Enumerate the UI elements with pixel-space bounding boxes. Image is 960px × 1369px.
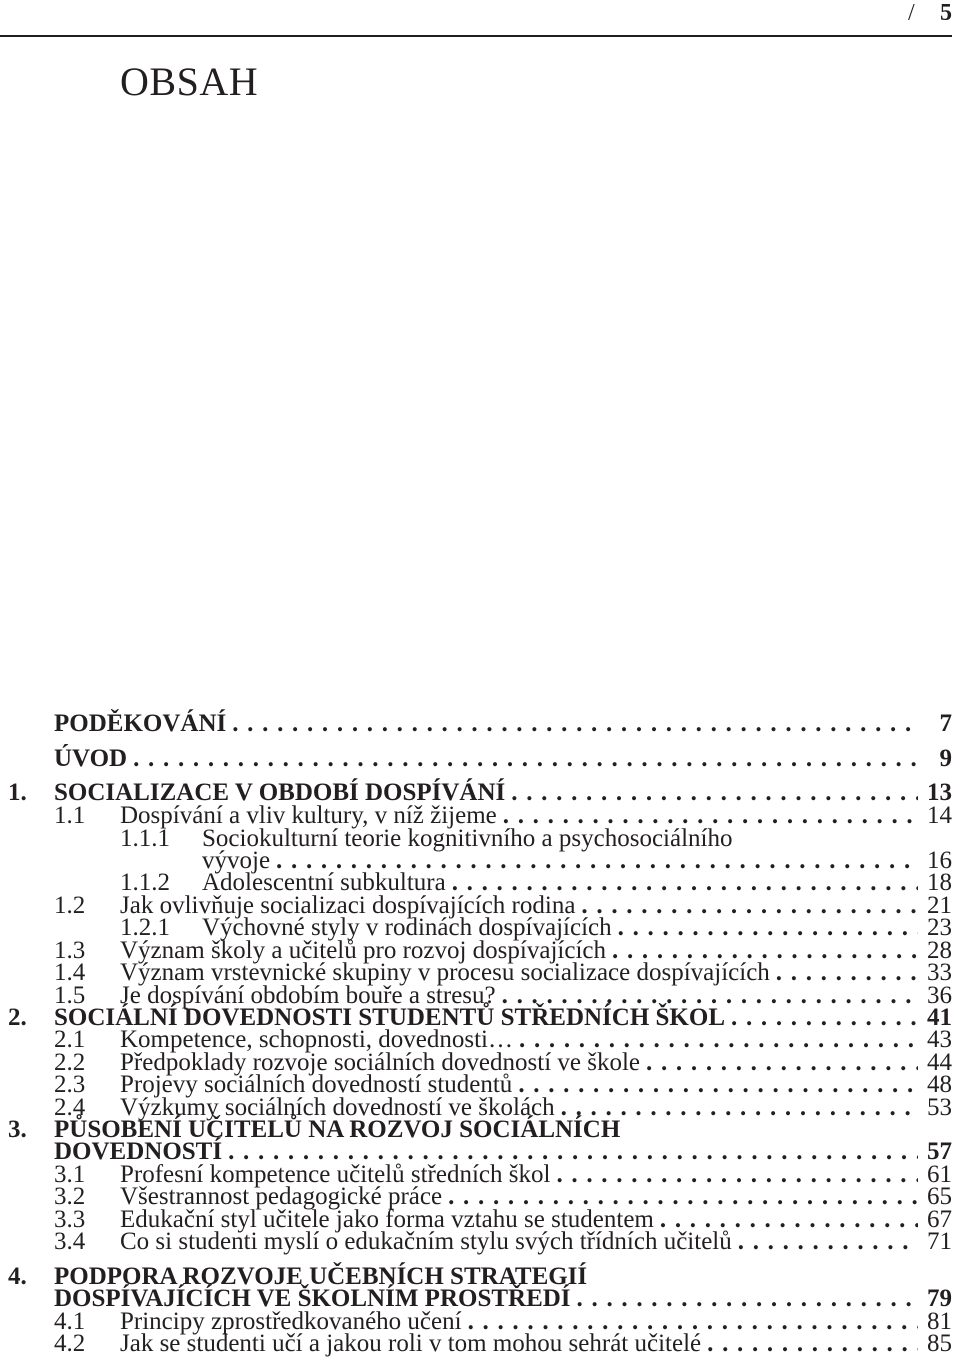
toc-number: 3.1	[54, 1160, 86, 1188]
toc-number: 2.1	[54, 1026, 86, 1054]
toc-label: SOCIÁLNÍ DOVEDNOSTI STUDENTŮ STŘEDNÍCH ŠKOL	[54, 1003, 725, 1031]
toc-page: 18	[927, 869, 952, 897]
page-title: OBSAH	[120, 59, 259, 104]
toc-label: Výchovné styly v rodinách dospívajících	[202, 914, 612, 942]
toc-page: 13	[927, 779, 952, 807]
toc-page: 79	[927, 1285, 952, 1313]
toc-page: 14	[927, 802, 952, 830]
toc-number: 1.4	[54, 959, 86, 987]
toc-page: 36	[927, 981, 952, 1009]
toc-row-podekovani[interactable]	[0, 706, 960, 742]
toc-number: 1.1.2	[120, 869, 170, 897]
toc-number: 2.2	[54, 1048, 86, 1076]
toc-label: DOSPÍVAJÍCÍCH VE ŠKOLNÍM PROSTŘEDÍ	[54, 1285, 571, 1313]
toc-number: 2.4	[54, 1093, 86, 1121]
toc-label: vývoje	[202, 847, 271, 875]
toc-number: 1.3	[54, 936, 86, 964]
toc-number: 4.	[8, 1262, 27, 1290]
toc-label: Dospívání a vliv kultury, v níž žijeme	[120, 802, 497, 830]
toc-leader-dots	[738, 1224, 918, 1260]
toc-label: Význam vrstevnické skupiny v procesu socializace dospívajících	[120, 959, 770, 987]
toc-row-uvod[interactable]	[0, 741, 960, 777]
toc-page: 33	[927, 959, 952, 987]
toc-page: 57	[927, 1138, 952, 1166]
toc-number: 1.2.1	[120, 914, 170, 942]
toc-label: PODPORA ROZVOJE UČEBNÍCH STRATEGIÍ	[54, 1262, 588, 1290]
toc-label: Je dospívání obdobím bouře a stresu?	[120, 981, 496, 1009]
toc-leader-dots	[707, 1326, 918, 1362]
toc-number: 2.3	[54, 1071, 86, 1099]
toc-label: SOCIALIZACE V OBDOBÍ DOSPÍVÁNÍ	[54, 779, 506, 807]
toc-number: 1.1.1	[120, 824, 170, 852]
toc-label: Všestrannost pedagogické práce	[120, 1183, 443, 1211]
toc-number: 1.5	[54, 981, 86, 1009]
toc-page: 21	[927, 891, 952, 919]
toc-page: 9	[939, 744, 952, 772]
toc-page: 85	[927, 1330, 952, 1357]
toc-page: 41	[927, 1003, 952, 1031]
toc-page: 48	[927, 1071, 952, 1099]
toc-row-s3_4[interactable]	[0, 1224, 960, 1260]
toc-label: Profesní kompetence učitelů středních škol	[120, 1160, 551, 1188]
toc-number: 4.2	[54, 1330, 86, 1357]
toc-number: 3.	[8, 1116, 27, 1144]
toc-row-s4_2[interactable]	[0, 1326, 960, 1362]
toc-label: Výzkumy sociálních dovedností ve školách	[120, 1093, 555, 1121]
toc-label: Jak se studenti učí a jakou roli v tom mohou sehrát učitelé	[120, 1330, 702, 1357]
toc-page: 53	[927, 1093, 952, 1121]
toc-label: PODĚKOVÁNÍ	[54, 710, 227, 737]
toc-page: 67	[927, 1205, 952, 1233]
toc-number: 3.3	[54, 1205, 86, 1233]
toc-label: Principy zprostředkovaného učení	[120, 1307, 462, 1335]
toc-leader-dots	[232, 706, 918, 742]
toc-number: 1.1	[54, 802, 86, 830]
header-separator: /	[908, 0, 915, 26]
toc-page: 65	[927, 1183, 952, 1211]
toc-label: Význam školy a učitelů pro rozvoj dospívajících	[120, 936, 606, 964]
toc-page: 81	[927, 1307, 952, 1335]
toc-page: 16	[927, 847, 952, 875]
toc-number: 2.	[8, 1003, 27, 1031]
toc-label: Co si studenti myslí o edukačním stylu svých třídních učitelů	[120, 1228, 732, 1256]
toc-label: Kompetence, schopnosti, dovednosti…	[120, 1026, 513, 1054]
toc-leader-dots	[133, 741, 918, 777]
toc-label: Předpoklady rozvoje sociálních dovedností ve škole	[120, 1048, 641, 1076]
toc-label: Jak ovlivňuje socializaci dospívajících rodina	[120, 891, 576, 919]
toc-label: DOVEDNOSTÍ	[54, 1138, 223, 1166]
toc-page: 43	[927, 1026, 952, 1054]
toc-page: 61	[927, 1160, 952, 1188]
toc-label: Sociokulturní teorie kognitivního a psychosociálního	[202, 824, 733, 852]
toc-page: 44	[927, 1048, 952, 1076]
toc-label: Adolescentní subkultura	[202, 869, 446, 897]
toc-number: 3.2	[54, 1183, 86, 1211]
header-page-number: 5	[940, 0, 952, 26]
toc-page: 71	[927, 1228, 952, 1256]
toc-number: 1.2	[54, 891, 86, 919]
toc-number: 1.	[8, 779, 27, 807]
toc-page: 28	[927, 936, 952, 964]
toc-number: 3.4	[54, 1228, 86, 1256]
toc-label: Projevy sociálních dovedností studentů	[120, 1071, 513, 1099]
toc-label: ÚVOD	[54, 744, 128, 772]
toc-number: 4.1	[54, 1307, 86, 1335]
header-rule	[0, 35, 952, 37]
toc-page: 23	[927, 914, 952, 942]
toc-page: 7	[939, 710, 952, 737]
toc-label: PŮSOBENÍ UČITELŮ NA ROZVOJ SOCIÁLNÍCH	[54, 1116, 621, 1144]
toc-label: Edukační styl učitele jako forma vztahu se studentem	[120, 1205, 654, 1233]
